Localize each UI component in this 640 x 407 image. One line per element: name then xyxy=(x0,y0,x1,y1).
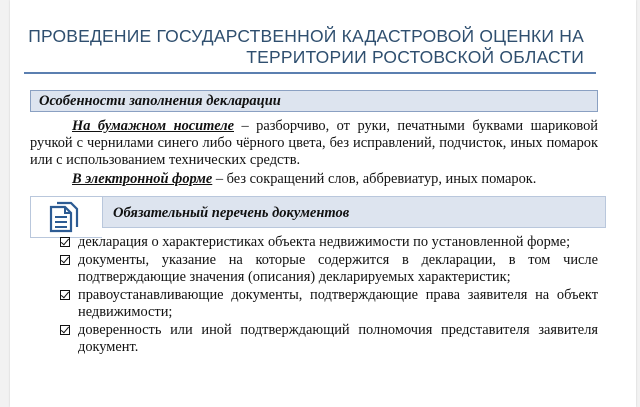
documents-icon xyxy=(47,201,81,235)
documents-checklist xyxy=(58,234,598,357)
documents-icon-box xyxy=(30,196,102,238)
title-line-1: ПРОВЕДЕНИЕ ГОСУДАРСТВЕННОЙ КАДАСТРОВОЙ ОЦЕНКИ НА xyxy=(28,26,584,46)
electronic-paragraph xyxy=(30,171,598,188)
title-divider xyxy=(24,72,596,74)
paper-lead: На бумажном носителе xyxy=(72,118,234,134)
paper-paragraph xyxy=(30,118,598,169)
list-item-text: доверенность или иной подтверждающий полномочия представителя заявителя документ. xyxy=(78,322,598,355)
list-item-text: декларация о характеристиках объекта недвижимости по установленной форме; xyxy=(78,234,571,250)
checkbox-checked-icon xyxy=(60,255,70,265)
list-item xyxy=(58,322,598,356)
features-heading: Особенности заполнения декларации xyxy=(39,93,281,109)
electronic-lead: В электронной форме xyxy=(72,171,213,187)
documents-section-header xyxy=(102,196,606,228)
documents-heading: Обязательный перечень документов xyxy=(113,205,350,221)
checkbox-checked-icon xyxy=(60,237,70,247)
list-item-text: документы, указание на которые содержится в декларации, в том числе подтверждающие значения (описания) декларируемых характеристик; xyxy=(78,252,598,285)
checkbox-checked-icon xyxy=(60,325,70,335)
paper-text: – разборчиво, от руки, печатными буквами шариковой ручкой с чернилами синего либо чёрного цвета, без исправлений, подчисток, иных помарок или с использованием технических средств. xyxy=(30,118,598,168)
electronic-text: – без сокращений слов, аббревиатур, иных помарок. xyxy=(212,171,537,187)
document-page xyxy=(10,0,636,407)
list-item-text: правоустанавливающие документы, подтверждающие права заявителя на объект недвижимости; xyxy=(78,287,598,320)
title-line-2: ТЕРРИТОРИИ РОСТОВСКОЙ ОБЛАСТИ xyxy=(246,47,584,67)
checkbox-checked-icon xyxy=(60,290,70,300)
list-item xyxy=(58,252,598,286)
page-title xyxy=(28,26,584,68)
features-section-header xyxy=(30,90,598,112)
list-item xyxy=(58,234,598,251)
list-item xyxy=(58,287,598,321)
